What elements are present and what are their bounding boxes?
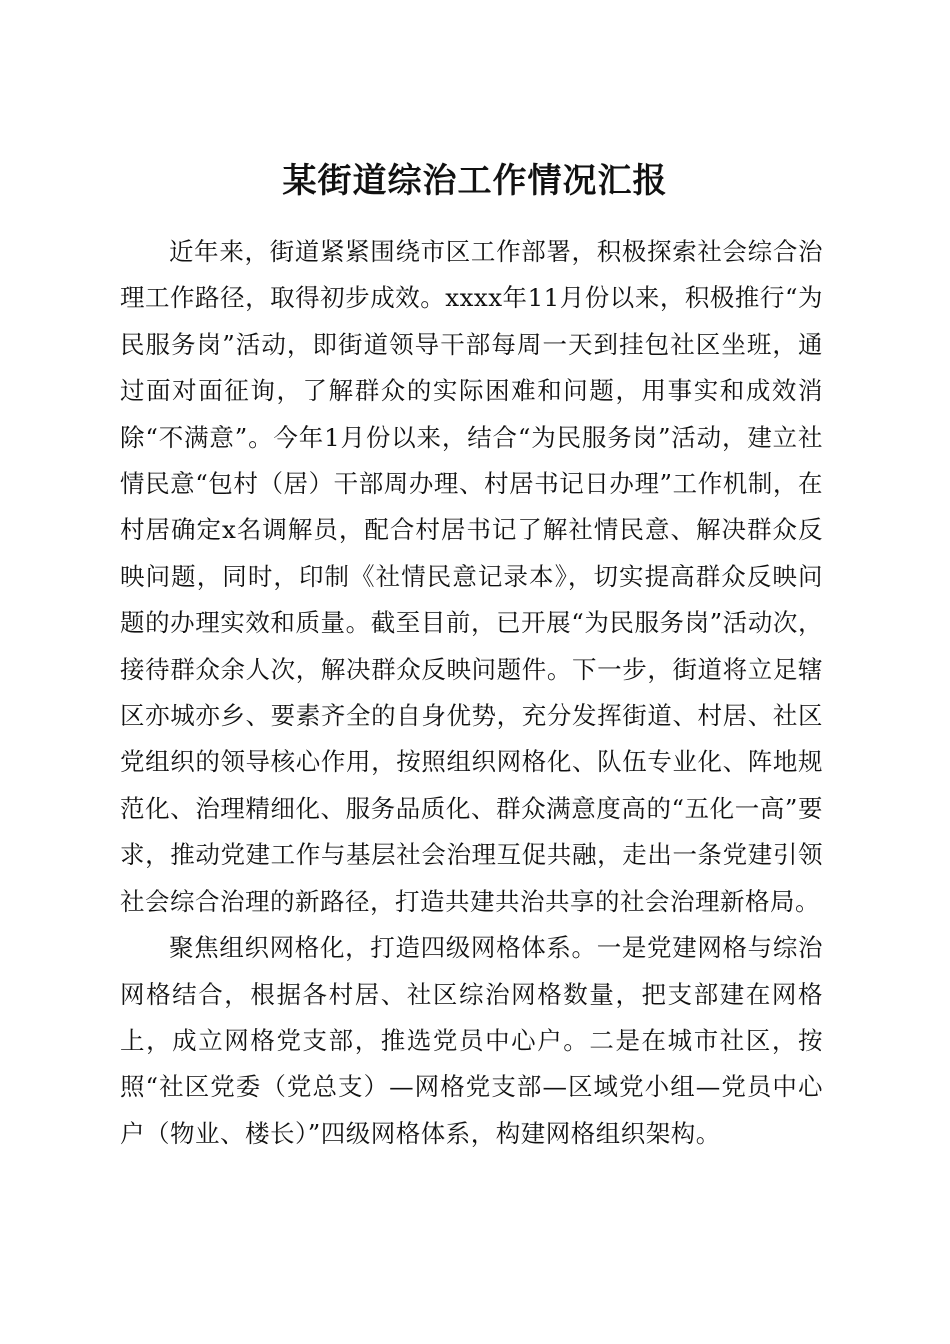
document-body	[120, 229, 823, 1157]
document-title: 某街道综治工作情况汇报	[282, 160, 668, 201]
paragraph-2: 聚焦组织网格化，打造四级网格体系。一是党建网格与综治网格结合，根据各村居、社区综治网格数量，把支部建在网格上，成立网格党支部，推选党员中心户。二是在城市社区，按照“社区党委（党总支）—网格党支部—区域党小组—党员中心户（物业、楼长）”四级网格体系，构建网格组织架构。	[120, 933, 823, 1148]
paragraph-1: 近年来，街道紧紧围绕市区工作部署，积极探索社会综合治理工作路径，取得初步成效。xxxx年11月份以来，积极推行“为民服务岗”活动，即街道领导干部每周一天到挂包社区坐班，通过面对面征询，了解群众的实际困难和问题，用事实和成效消除“不满意”。今年1月份以来，结合“为民服务岗”活动，建立社情民意“包村（居）干部周办理、村居书记日办理”工作机制，在村居确定x名调解员，配合村居书记了解社情民意、解决群众反映问题，同时，印制《社情民意记录本》，切实提高群众反映问题的办理实效和质量。截至目前，已开展“为民服务岗”活动次，接待群众余人次，解决群众反映问题件。下一步，街道将立足辖区亦城亦乡、要素齐全的自身优势，充分发挥街道、村居、社区党组织的领导核心作用，按照组织网格化、队伍专业化、阵地规范化、治理精细化、服务品质化、群众满意度高的“五化一高”要求，推动党建工作与基层社会治理互促共融，走出一条党建引领社会综合治理的新路径，打造共建共治共享的社会治理新格局。	[120, 237, 823, 916]
